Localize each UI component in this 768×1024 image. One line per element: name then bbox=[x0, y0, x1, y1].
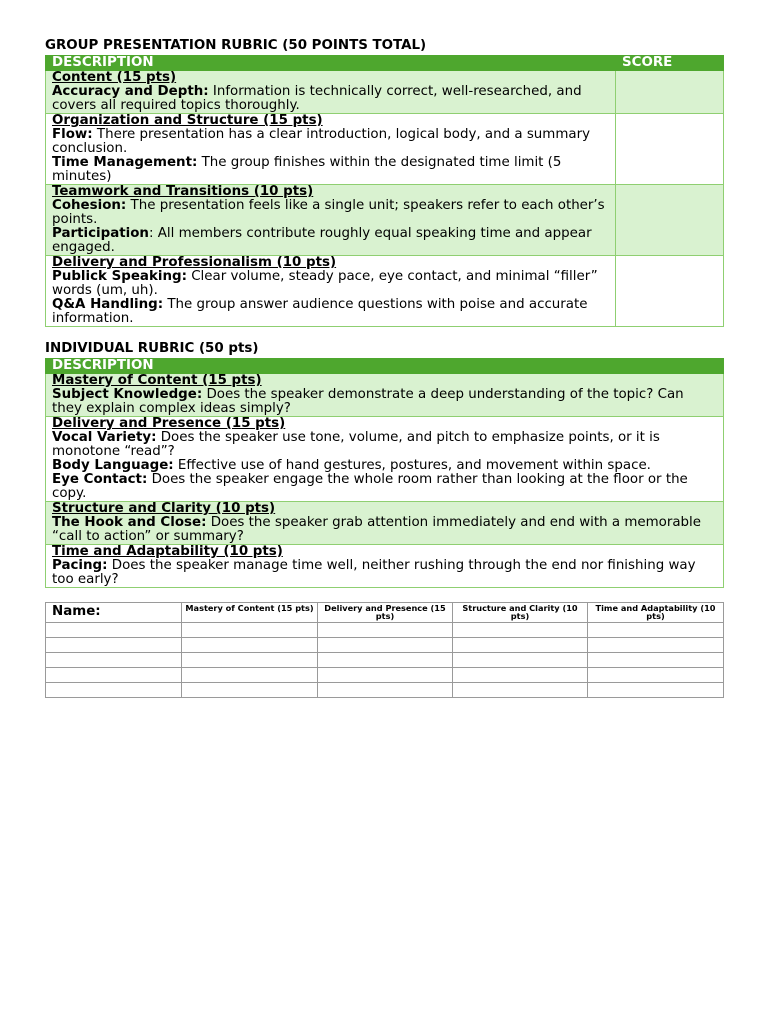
individual-rubric-title: INDIVIDUAL RUBRIC (50 pts) bbox=[45, 341, 259, 356]
group-description-header: DESCRIPTION bbox=[46, 56, 616, 71]
group-rubric-table bbox=[45, 55, 724, 327]
name-cell[interactable] bbox=[46, 653, 182, 668]
criterion-label: Subject Knowledge: bbox=[52, 387, 203, 402]
individual-rubric-table bbox=[45, 358, 724, 588]
score-cell[interactable] bbox=[318, 653, 453, 668]
criterion bbox=[52, 298, 609, 326]
score-cell[interactable] bbox=[616, 114, 724, 185]
name-cell[interactable] bbox=[46, 638, 182, 653]
score-cell[interactable] bbox=[453, 683, 588, 698]
criterion bbox=[52, 388, 717, 416]
criterion bbox=[52, 473, 717, 501]
score-cell[interactable] bbox=[182, 653, 318, 668]
criterion-label: Eye Contact: bbox=[52, 472, 148, 487]
score-cell[interactable] bbox=[616, 71, 724, 114]
individual-section-cell bbox=[46, 502, 724, 545]
criterion-text: Effective use of hand gestures, postures, and movement within space. bbox=[173, 458, 651, 473]
criterion-text: The presentation feels like a single unit; speakers refer to each other’s points. bbox=[52, 198, 605, 227]
time-column-header: Time and Adaptability (10 pts) bbox=[588, 603, 724, 623]
category-heading: Structure and Clarity (10 pts) bbox=[52, 501, 276, 516]
score-cell[interactable] bbox=[182, 668, 318, 683]
score-cell[interactable] bbox=[588, 623, 724, 638]
score-cell[interactable] bbox=[616, 185, 724, 256]
criterion-label: Q&A Handling: bbox=[52, 297, 164, 312]
table-row bbox=[46, 683, 724, 698]
criterion bbox=[52, 85, 609, 113]
criterion bbox=[52, 459, 717, 473]
criterion bbox=[52, 270, 609, 298]
criterion-text: Does the speaker manage time well, neither rushing through the end nor finishing way too early? bbox=[52, 558, 696, 587]
group-section-cell bbox=[46, 114, 616, 185]
category-heading: Teamwork and Transitions (10 pts) bbox=[52, 184, 314, 199]
name-column-header: Name: bbox=[46, 603, 182, 623]
delivery-column-header: Delivery and Presence (15 pts) bbox=[318, 603, 453, 623]
name-cell[interactable] bbox=[46, 668, 182, 683]
score-cell[interactable] bbox=[616, 256, 724, 327]
table-row bbox=[46, 653, 724, 668]
score-cell[interactable] bbox=[318, 683, 453, 698]
criterion-label: The Hook and Close: bbox=[52, 515, 207, 530]
criterion-text: Does the speaker demonstrate a deep understanding of the topic? Can they explain complex ideas simply? bbox=[52, 387, 684, 416]
group-rubric-title: GROUP PRESENTATION RUBRIC (50 POINTS TOTAL) bbox=[45, 38, 427, 53]
criterion-text: : All members contribute roughly equal speaking time and appear engaged. bbox=[52, 226, 592, 255]
criterion bbox=[52, 128, 609, 156]
criterion-label: Cohesion: bbox=[52, 198, 127, 213]
individual-section-cell bbox=[46, 417, 724, 502]
criterion-label: Accuracy and Depth: bbox=[52, 84, 209, 99]
score-cell[interactable] bbox=[318, 623, 453, 638]
score-cell[interactable] bbox=[182, 683, 318, 698]
individual-description-header: DESCRIPTION bbox=[46, 359, 724, 374]
category-heading: Content (15 pts) bbox=[52, 70, 177, 85]
rubric-page bbox=[45, 38, 723, 698]
criterion bbox=[52, 199, 609, 227]
criterion-label: Publick Speaking: bbox=[52, 269, 187, 284]
table-row bbox=[46, 638, 724, 653]
criterion-text: There presentation has a clear introduction, logical body, and a summary conclusion. bbox=[52, 127, 591, 156]
individual-section-cell bbox=[46, 374, 724, 417]
score-cell[interactable] bbox=[588, 668, 724, 683]
category-heading: Delivery and Presence (15 pts) bbox=[52, 416, 286, 431]
score-cell[interactable] bbox=[588, 683, 724, 698]
criterion-text: Information is technically correct, well-researched, and covers all required topics thoroughly. bbox=[52, 84, 582, 113]
group-section-row bbox=[46, 71, 724, 114]
individual-section-row bbox=[46, 502, 724, 545]
score-cell[interactable] bbox=[453, 623, 588, 638]
criterion-text: Does the speaker grab attention immediately and end with a memorable “call to action” or summary? bbox=[52, 515, 702, 544]
mastery-column-header: Mastery of Content (15 pts) bbox=[182, 603, 318, 623]
score-cell[interactable] bbox=[588, 638, 724, 653]
name-cell[interactable] bbox=[46, 623, 182, 638]
individual-section-row bbox=[46, 374, 724, 417]
criterion bbox=[52, 516, 717, 544]
category-heading: Mastery of Content (15 pts) bbox=[52, 373, 262, 388]
criterion-label: Vocal Variety: bbox=[52, 430, 157, 445]
criterion-text: Does the speaker use tone, volume, and pitch to emphasize points, or it is monotone “read”? bbox=[52, 430, 660, 459]
criterion bbox=[52, 559, 717, 587]
category-heading: Time and Adaptability (10 pts) bbox=[52, 544, 283, 559]
criterion bbox=[52, 227, 609, 255]
group-section-cell bbox=[46, 71, 616, 114]
category-heading: Delivery and Professionalism (10 pts) bbox=[52, 255, 337, 270]
structure-column-header: Structure and Clarity (10 pts) bbox=[453, 603, 588, 623]
score-cell[interactable] bbox=[588, 653, 724, 668]
group-section-row bbox=[46, 185, 724, 256]
criterion bbox=[52, 431, 717, 459]
name-cell[interactable] bbox=[46, 683, 182, 698]
criterion-label: Body Language: bbox=[52, 458, 174, 473]
criterion-label: Flow: bbox=[52, 127, 93, 142]
criterion-text: Clear volume, steady pace, eye contact, and minimal “filler” words (um, uh). bbox=[52, 269, 598, 298]
table-row bbox=[46, 623, 724, 638]
score-cell[interactable] bbox=[318, 638, 453, 653]
table-row bbox=[46, 668, 724, 683]
group-section-row bbox=[46, 114, 724, 185]
criterion bbox=[52, 156, 609, 184]
criterion-label: Participation bbox=[52, 226, 149, 241]
score-cell[interactable] bbox=[453, 638, 588, 653]
individual-section-row bbox=[46, 545, 724, 588]
individual-section-row bbox=[46, 417, 724, 502]
score-cell[interactable] bbox=[182, 638, 318, 653]
score-cell[interactable] bbox=[453, 653, 588, 668]
criterion-label: Pacing: bbox=[52, 558, 108, 573]
criterion-text: The group finishes within the designated time limit (5 minutes) bbox=[52, 155, 562, 184]
criterion-text: Does the speaker engage the whole room rather than looking at the floor or the copy. bbox=[52, 472, 688, 501]
score-cell[interactable] bbox=[182, 623, 318, 638]
group-score-header: SCORE bbox=[616, 56, 724, 71]
criterion-label: Time Management: bbox=[52, 155, 198, 170]
group-section-cell bbox=[46, 256, 616, 327]
criterion-text: The group answer audience questions with poise and accurate information. bbox=[52, 297, 588, 326]
individual-section-cell bbox=[46, 545, 724, 588]
score-cell[interactable] bbox=[453, 668, 588, 683]
group-section-cell bbox=[46, 185, 616, 256]
group-section-row bbox=[46, 256, 724, 327]
category-heading: Organization and Structure (15 pts) bbox=[52, 113, 323, 128]
individual-scores-table bbox=[45, 602, 724, 698]
score-cell[interactable] bbox=[318, 668, 453, 683]
